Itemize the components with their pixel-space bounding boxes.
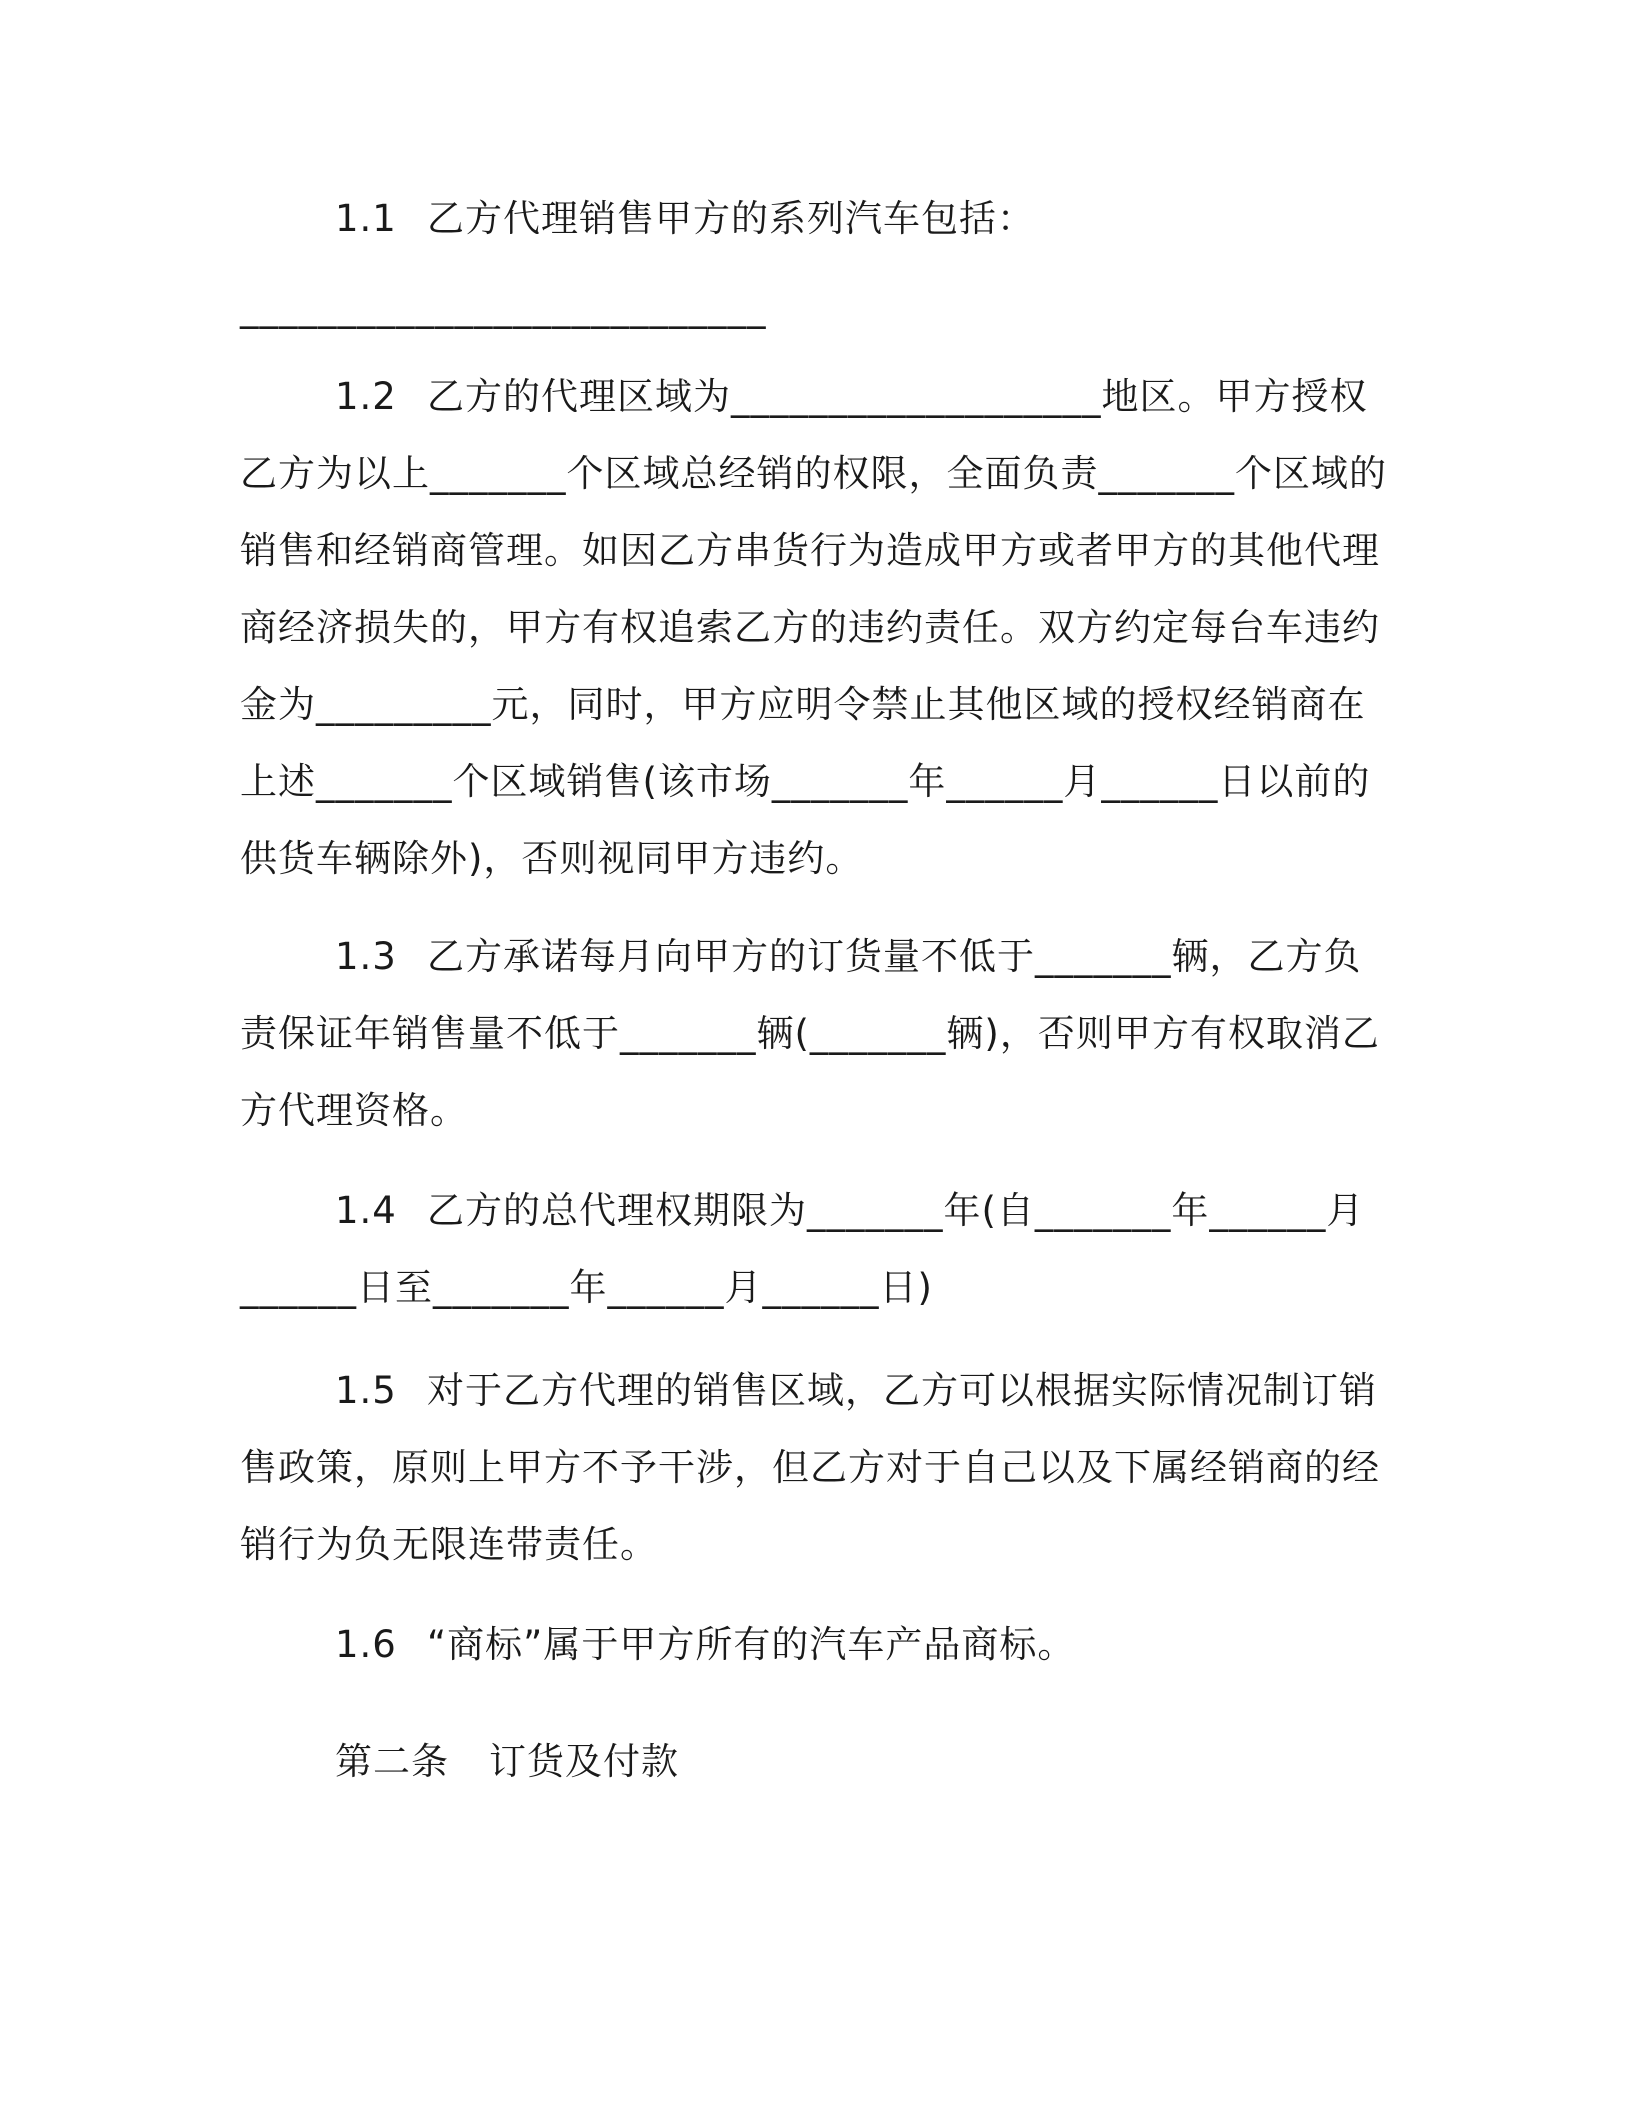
clause-1-2 (240, 358, 1390, 897)
clause-1-1 (240, 180, 1390, 257)
clause-text: 乙方的代理区域为___________________地区。甲方授权乙方为以上_______个区域总经销的权限，全面负责_______个区域的销售和经销商管理。如因乙方串货行为造成甲方或者甲方的其他代理商经济损失的，甲方有权追索乙方的违约责任。双方约定每台车违约金为_________元，同时，甲方应明令禁止其他区域的授权经销商在上述_______个区域销售(该市场_______年______月______日以前的供货车辆除外)，否则视同甲方违约。 (240, 375, 1387, 880)
clause-number: 1.6 (335, 1623, 397, 1666)
clause-text: 乙方承诺每月向甲方的订货量不低于_______辆，乙方负责保证年销售量不低于_______辆(_______辆)，否则甲方有权取消乙方代理资格。 (240, 935, 1380, 1132)
blank-fill-line: ___________________________ (240, 286, 767, 329)
section-title: 订货及付款 (489, 1740, 679, 1783)
clause-number: 1.5 (335, 1369, 397, 1412)
clause-number: 1.1 (335, 197, 397, 240)
clause-text: 对于乙方代理的销售区域，乙方可以根据实际情况制订销售政策，原则上甲方不予干涉，但乙方对于自己以及下属经销商的经销行为负无限连带责任。 (240, 1369, 1380, 1566)
clause-1-3 (240, 918, 1390, 1149)
clause-text: 乙方代理销售甲方的系列汽车包括： (427, 197, 1035, 240)
clause-1-6 (240, 1606, 1390, 1683)
clause-number: 1.4 (335, 1189, 397, 1232)
clause-text: 乙方的总代理权期限为_______年(自_______年______月______日至_______年______月______日) (240, 1189, 1365, 1309)
clause-number: 1.2 (335, 375, 397, 418)
clause-1-5 (240, 1352, 1390, 1583)
section-heading (335, 1737, 679, 1787)
clause-number: 1.3 (335, 935, 397, 978)
clause-text: “商标”属于甲方所有的汽车产品商标。 (427, 1623, 1076, 1666)
section-label: 第二条 (335, 1740, 449, 1783)
clause-1-4 (240, 1172, 1390, 1326)
